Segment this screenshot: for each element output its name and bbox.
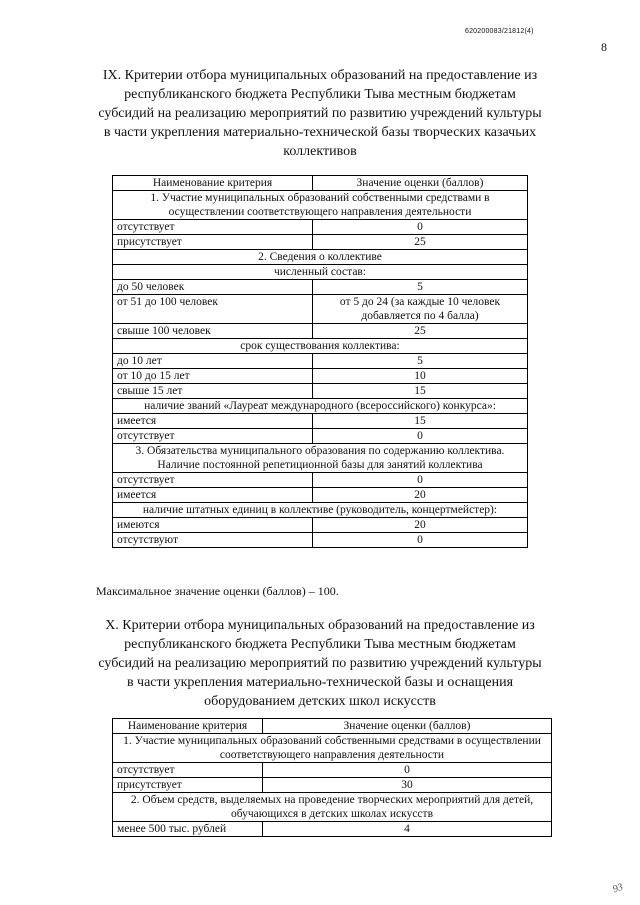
score-value: 4 xyxy=(263,822,552,837)
table-section-row xyxy=(113,339,528,354)
score-value: от 5 до 24 (за каждые 10 человек добавляется по 4 балла) xyxy=(313,295,528,324)
criterion-group-heading: срок существования коллектива: xyxy=(113,339,528,354)
criterion-label: имеется xyxy=(113,414,313,429)
criterion-label: свыше 15 лет xyxy=(113,384,313,399)
section-10-title: X. Критерии отбора муниципальных образований на предоставление из республиканского бюджета Республики Тыва местным бюджетам субсидий на реализацию мероприятий по развитию учреждений культуры в части укрепления материально-технической базы и оснащения оборудованием детских школ искусств xyxy=(98,618,542,709)
table-header-row xyxy=(113,176,528,191)
table-row xyxy=(113,518,528,533)
criterion-label: отсутствуют xyxy=(113,533,313,548)
criterion-label: отсутствует xyxy=(113,473,313,488)
column-header-score: Значение оценки (баллов) xyxy=(313,176,528,191)
criterion-group-heading: наличие званий «Лауреат международного (всероссийского) конкурса»: xyxy=(113,399,528,414)
criterion-group-heading: наличие штатных единиц в коллективе (руководитель, концертмейстер): xyxy=(113,503,528,518)
max-score-note: Максимальное значение оценки (баллов) – 100. xyxy=(96,584,339,598)
column-header-criterion: Наименование критерия xyxy=(113,176,313,191)
table-row xyxy=(113,280,528,295)
section-9-table xyxy=(112,175,528,548)
criterion-group-heading: 1. Участие муниципальных образований собственными средствами в осуществлении соответствующего направления деятельности xyxy=(113,734,552,763)
table-row xyxy=(113,295,528,324)
table-row xyxy=(113,384,528,399)
score-value: 0 xyxy=(313,429,528,444)
table-row xyxy=(113,473,528,488)
criterion-label: до 10 лет xyxy=(113,354,313,369)
table-row xyxy=(113,235,528,250)
table-row xyxy=(113,822,552,837)
score-value: 20 xyxy=(313,488,528,503)
section-9-table-body xyxy=(113,191,528,548)
table-section-row xyxy=(113,191,528,220)
score-value: 0 xyxy=(313,533,528,548)
handwritten-signature-mark: 93 xyxy=(611,881,625,896)
criterion-group-heading: численный состав: xyxy=(113,265,528,280)
table-row xyxy=(113,778,552,793)
score-value: 0 xyxy=(313,473,528,488)
score-value: 10 xyxy=(313,369,528,384)
score-value: 15 xyxy=(313,384,528,399)
score-value: 5 xyxy=(313,354,528,369)
table-section-row xyxy=(113,265,528,280)
criterion-label: присутствует xyxy=(113,235,313,250)
score-value: 0 xyxy=(263,763,552,778)
table-row xyxy=(113,429,528,444)
section-9-title: IX. Критерии отбора муниципальных образований на предоставление из республиканского бюджета Республики Тыва местным бюджетам субсидий на реализацию мероприятий по развитию учреждений культуры в части укрепления материально-технической базы творческих казачьих коллективов xyxy=(98,68,542,159)
criterion-group-heading: 1. Участие муниципальных образований собственными средствами в осуществлении соответствующего направления деятельности xyxy=(113,191,528,220)
criterion-group-heading: 3. Обязательства муниципального образования по содержанию коллектива. Наличие постоянной репетиционной базы для занятий коллектива xyxy=(113,444,528,473)
criterion-label: от 10 до 15 лет xyxy=(113,369,313,384)
criterion-label: отсутствует xyxy=(113,220,313,235)
column-header-score: Значение оценки (баллов) xyxy=(263,719,552,734)
table-header-row xyxy=(113,719,552,734)
table-section-row xyxy=(113,734,552,763)
column-header-criterion: Наименование критерия xyxy=(113,719,263,734)
score-value: 25 xyxy=(313,235,528,250)
score-value: 25 xyxy=(313,324,528,339)
table-row xyxy=(113,763,552,778)
table-row xyxy=(113,533,528,548)
criterion-group-heading: 2. Объем средств, выделяемых на проведение творческих мероприятий для детей, обучающихся в детских школах искусств xyxy=(113,793,552,822)
criterion-label: менее 500 тыс. рублей xyxy=(113,822,263,837)
criterion-label: имеется xyxy=(113,488,313,503)
criterion-label: свыше 100 человек xyxy=(113,324,313,339)
table-row xyxy=(113,488,528,503)
table-section-row xyxy=(113,444,528,473)
table-row xyxy=(113,220,528,235)
table-section-row xyxy=(113,793,552,822)
document-id: 620200083/21812(4) xyxy=(465,28,534,35)
score-value: 20 xyxy=(313,518,528,533)
table-row xyxy=(113,369,528,384)
page-number: 8 xyxy=(601,40,607,54)
score-value: 15 xyxy=(313,414,528,429)
score-value: 30 xyxy=(263,778,552,793)
table-section-row xyxy=(113,503,528,518)
section-10-table xyxy=(112,718,552,837)
score-value: 5 xyxy=(313,280,528,295)
table-row xyxy=(113,324,528,339)
table-section-row xyxy=(113,399,528,414)
criterion-label: имеются xyxy=(113,518,313,533)
criterion-group-heading: 2. Сведения о коллективе xyxy=(113,250,528,265)
criterion-label: до 50 человек xyxy=(113,280,313,295)
table-row xyxy=(113,414,528,429)
table-section-row xyxy=(113,250,528,265)
section-10-table-body xyxy=(113,734,552,837)
criterion-label: присутствует xyxy=(113,778,263,793)
criterion-label: отсутствует xyxy=(113,429,313,444)
table-row xyxy=(113,354,528,369)
criterion-label: отсутствует xyxy=(113,763,263,778)
criterion-label: от 51 до 100 человек xyxy=(113,295,313,324)
score-value: 0 xyxy=(313,220,528,235)
